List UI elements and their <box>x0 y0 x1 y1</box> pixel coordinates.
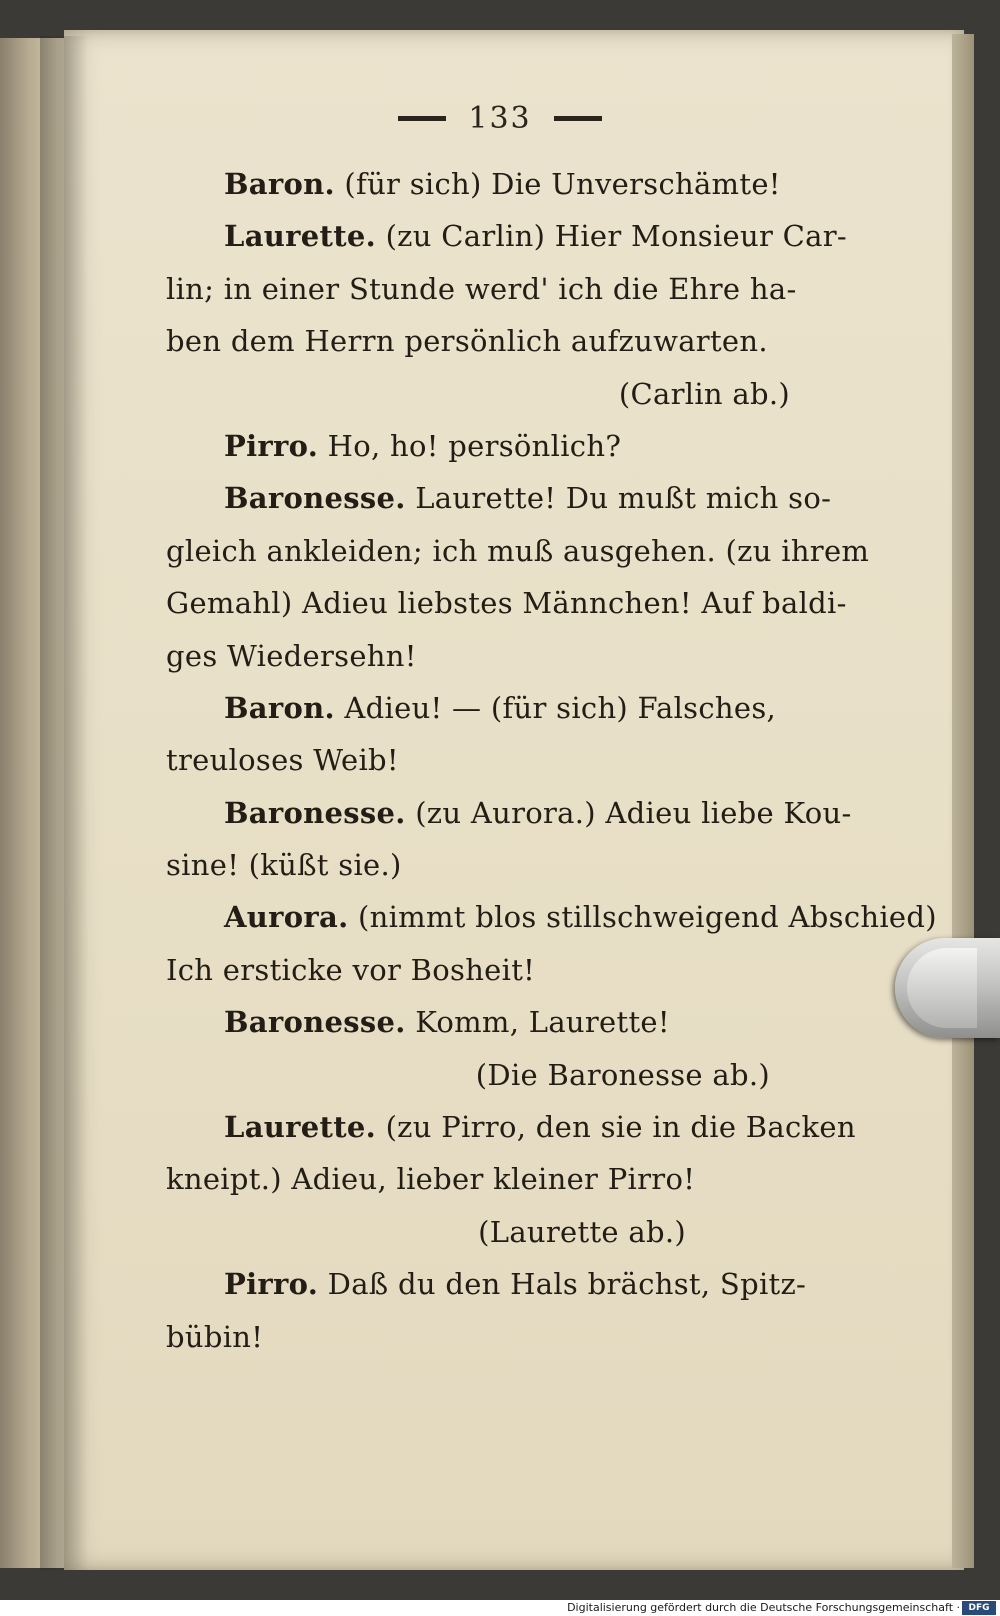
text-line <box>166 210 866 262</box>
header-dash-left <box>398 116 446 121</box>
line-text: (Die Baronesse ab.) <box>475 1057 770 1092</box>
speaker-name: Baron. <box>224 167 335 201</box>
text-line <box>166 1206 866 1258</box>
line-text: (zu Aurora.) Adieu liebe Kou- <box>405 795 852 830</box>
text-line <box>166 158 866 210</box>
speaker-name: Laurette. <box>224 1110 377 1145</box>
line-text: Adieu! — (für sich) Falsches, <box>334 690 777 725</box>
text-line <box>166 630 866 682</box>
line-text: gleich ankleiden; ich muß ausgehen. (zu ihrem <box>166 533 870 568</box>
line-text: (Carlin ab.) <box>618 376 790 411</box>
page-gutter <box>40 36 88 1570</box>
text-line <box>166 1311 866 1363</box>
text-line <box>166 577 866 629</box>
text-line <box>166 263 866 315</box>
line-text: (Laurette ab.) <box>478 1214 686 1249</box>
line-text: treuloses Weib! <box>166 743 399 778</box>
text-line <box>166 1153 866 1205</box>
line-text: ges Wiedersehn! <box>166 638 417 673</box>
text-line <box>166 420 866 472</box>
line-text: (zu Pirro, den sie in die Backen <box>376 1110 856 1145</box>
text-line <box>166 839 866 891</box>
text-line <box>166 1049 866 1101</box>
line-text: lin; in einer Stunde werd' ich die Ehre ha- <box>166 271 797 306</box>
line-text: Daß du den Hals brächst, Spitz- <box>318 1267 807 1302</box>
line-text: Laurette! Du mußt mich so- <box>405 481 832 516</box>
line-text: Gemahl) Adieu liebstes Männchen! Auf baldi- <box>166 586 847 621</box>
line-text: (nimmt blos stillschweigend Abschied) <box>348 900 937 935</box>
header-dash-right <box>554 116 602 121</box>
line-text: Ho, ho! persönlich? <box>318 428 622 463</box>
line-text: Komm, Laurette! <box>405 1005 670 1040</box>
speaker-name: Pirro. <box>224 1267 319 1302</box>
text-line <box>166 472 866 524</box>
page-body-text <box>166 158 937 1363</box>
page-number: 133 <box>468 100 532 136</box>
digitization-credit: Digitalisierung gefördert durch die Deutsche Forschungsgemeinschaft · <box>567 1601 960 1614</box>
page-fore-edge <box>952 34 974 1568</box>
text-line <box>166 1258 866 1310</box>
speaker-name: Aurora. <box>224 900 349 935</box>
text-line <box>166 1101 866 1153</box>
page-header <box>370 96 630 140</box>
line-text: sine! (küßt sie.) <box>166 848 402 883</box>
text-line <box>166 525 870 577</box>
text-line <box>166 787 866 839</box>
line-text: bübin! <box>166 1319 264 1354</box>
speaker-name: Laurette. <box>224 219 377 254</box>
speaker-name: Baron. <box>224 690 335 725</box>
text-line <box>166 682 866 734</box>
line-text: (für sich) Die Unverschämte! <box>334 167 781 201</box>
text-line <box>166 996 866 1048</box>
text-line <box>166 368 866 420</box>
text-line <box>166 315 866 367</box>
speaker-name: Baronesse. <box>224 1005 406 1040</box>
speaker-name: Baronesse. <box>224 481 406 516</box>
text-line <box>166 944 866 996</box>
line-text: kneipt.) Adieu, lieber kleiner Pirro! <box>166 1162 696 1197</box>
line-text: ben dem Herrn persönlich aufzuwarten. <box>166 324 768 359</box>
page-clip-icon <box>895 938 1000 1038</box>
text-line <box>166 891 937 943</box>
line-text: (zu Carlin) Hier Monsieur Car- <box>376 219 848 254</box>
line-text: Ich ersticke vor Bosheit! <box>166 952 536 987</box>
text-line <box>166 734 866 786</box>
dfg-logo: DFG <box>962 1601 996 1615</box>
speaker-name: Baronesse. <box>224 795 406 830</box>
speaker-name: Pirro. <box>224 428 319 463</box>
